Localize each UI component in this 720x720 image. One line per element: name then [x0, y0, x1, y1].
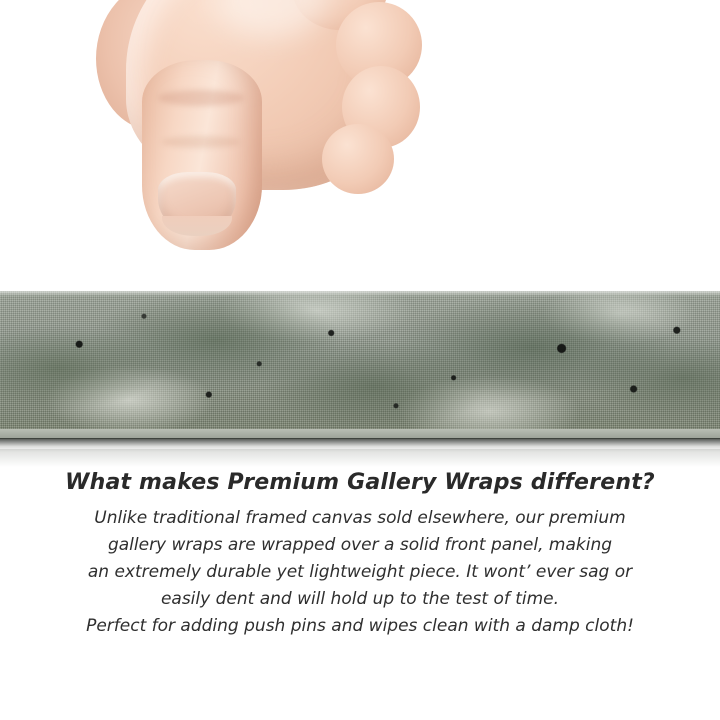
- white-backdrop: [0, 0, 720, 292]
- promo-line-3: an extremely durable yet lightweight piece. It wont’ ever sag or: [87, 562, 633, 582]
- gallery-wrap-edge: [0, 291, 720, 457]
- promo-headline: What makes Premium Gallery Wraps different?: [65, 470, 655, 495]
- promo-line-1: Unlike traditional framed canvas sold elsewhere, our premium: [94, 508, 626, 528]
- promo-line-2: gallery wraps are wrapped over a solid front panel, making: [107, 535, 613, 555]
- knuckle-4: [322, 124, 394, 194]
- promo-line-5: Perfect for adding push pins and wipes clean with a damp cloth!: [86, 616, 634, 636]
- promo-text-block: [0, 470, 720, 640]
- canvas-artwork-texture: [0, 291, 720, 431]
- promo-line-4: easily dent and will hold up to the test of time.: [160, 589, 560, 609]
- hand-pressing-canvas: [96, 0, 426, 292]
- canvas-under-fade: [0, 449, 720, 467]
- finger-crease-lower: [162, 136, 240, 148]
- canvas-top-edge: [0, 291, 720, 296]
- finger-crease-upper: [158, 90, 244, 106]
